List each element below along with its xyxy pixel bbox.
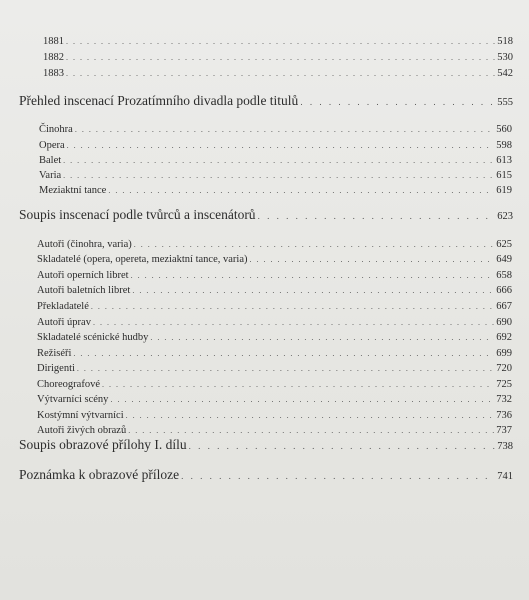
toc-entry	[37, 379, 512, 390]
toc-section-title: Přehled inscenací Prozatímního divadla podle titulů	[19, 93, 299, 108]
toc-entry-page: 619	[496, 185, 512, 196]
toc-entry-page: 625	[496, 239, 512, 250]
toc-section-page: 738	[497, 441, 513, 452]
toc-section-page: 741	[497, 471, 513, 482]
leader-dots	[110, 395, 494, 404]
toc-entry	[39, 170, 512, 181]
toc-entry	[37, 332, 512, 343]
toc-entry-page: 649	[496, 254, 512, 265]
toc-entry-label: Opera	[39, 140, 65, 151]
leader-dots	[73, 349, 494, 358]
leader-dots	[189, 441, 496, 451]
toc-entry-label: 1882	[43, 52, 64, 63]
toc-entry	[37, 254, 512, 265]
leader-dots	[132, 286, 494, 295]
toc-entry-label: Skladatelé (opera, opereta, meziaktní tance, varia)	[37, 254, 248, 265]
toc-entry-page: 666	[496, 285, 512, 296]
toc-entry-label: Autoři (činohra, varia)	[37, 239, 132, 250]
toc-entry-year	[43, 36, 513, 47]
toc-entry-label: Meziaktní tance	[39, 185, 107, 196]
toc-entry	[37, 317, 512, 328]
toc-entry-label: Autoři úprav	[37, 317, 91, 328]
toc-entry-year	[43, 68, 513, 79]
toc-section-title: Soupis obrazové přílohy I. dílu	[19, 437, 187, 452]
toc-entry	[37, 239, 512, 250]
leader-dots	[63, 156, 494, 165]
toc-entry-page: 658	[496, 270, 512, 281]
toc-entry	[39, 185, 512, 196]
toc-section-page: 555	[497, 97, 513, 108]
toc-section-heading	[19, 467, 513, 483]
leader-dots	[91, 302, 494, 311]
leader-dots	[63, 171, 494, 180]
toc-entry-page: 613	[496, 155, 512, 166]
toc-entry-page: 615	[496, 170, 512, 181]
toc-entry-page: 732	[496, 394, 512, 405]
toc-entry-page: 542	[497, 68, 513, 79]
toc-entry-label: Dirigenti	[37, 363, 75, 374]
toc-entry	[37, 348, 512, 359]
toc-entry-page: 692	[496, 332, 512, 343]
leader-dots	[128, 426, 494, 435]
leader-dots	[134, 240, 494, 249]
toc-section-heading	[19, 437, 513, 453]
toc-entry-page: 667	[496, 301, 512, 312]
toc-section-heading	[19, 207, 513, 223]
leader-dots	[66, 37, 495, 46]
toc-entry-label: Překladatelé	[37, 301, 89, 312]
leader-dots	[258, 211, 496, 221]
toc-entry-label: Režiséři	[37, 348, 72, 359]
toc-entry-label: Balet	[39, 155, 62, 166]
toc-entry-label: Činohra	[39, 124, 73, 135]
leader-dots	[66, 53, 495, 62]
toc-section-page: 623	[497, 211, 513, 222]
toc-entry-label: Skladatelé scénické hudby	[37, 332, 149, 343]
leader-dots	[108, 186, 494, 195]
toc-entry-page: 518	[497, 36, 513, 47]
toc-entry	[39, 124, 512, 135]
leader-dots	[75, 125, 494, 134]
toc-entry	[39, 140, 512, 151]
toc-entry-page: 725	[496, 379, 512, 390]
leader-dots	[93, 318, 494, 327]
toc-entry-label: 1883	[43, 68, 64, 79]
toc-entry-label: Kostýmní výtvarníci	[37, 410, 124, 421]
toc-entry-page: 720	[496, 363, 512, 374]
toc-entry	[37, 301, 512, 312]
toc-entry-page: 699	[496, 348, 512, 359]
toc-entry-label: Varia	[39, 170, 62, 181]
toc-entry-year	[43, 52, 513, 63]
toc-entry	[37, 270, 512, 281]
leader-dots	[66, 69, 495, 78]
toc-entry-label: Autoři živých obrazů	[37, 425, 127, 436]
toc-entry-page: 598	[496, 140, 512, 151]
toc-entry	[37, 285, 512, 296]
toc-entry	[37, 425, 512, 436]
toc-entry	[37, 363, 512, 374]
toc-entry-page: 690	[496, 317, 512, 328]
toc-entry	[39, 155, 512, 166]
toc-entry-label: Choreografové	[37, 379, 100, 390]
leader-dots	[131, 271, 495, 280]
toc-entry-page: 736	[496, 410, 512, 421]
toc-section-title: Soupis inscenací podle tvůrců a inscenátorů	[19, 207, 256, 222]
toc-entry	[37, 394, 512, 405]
toc-entry-page: 737	[496, 425, 512, 436]
leader-dots	[300, 97, 495, 107]
toc-entry-label: Autoři operních libret	[37, 270, 129, 281]
toc-entry-label: 1881	[43, 36, 64, 47]
leader-dots	[67, 141, 495, 150]
toc-entry-page: 560	[496, 124, 512, 135]
leader-dots	[181, 471, 495, 481]
leader-dots	[77, 364, 494, 373]
toc-entry	[37, 410, 512, 421]
toc-section-title: Poznámka k obrazové příloze	[19, 467, 180, 482]
leader-dots	[126, 411, 495, 420]
toc-entry-label: Výtvarníci scény	[37, 394, 109, 405]
leader-dots	[150, 333, 494, 342]
toc-entry-page: 530	[497, 52, 513, 63]
toc-entry-label: Autoři baletních libret	[37, 285, 131, 296]
toc-section-heading	[19, 93, 513, 109]
leader-dots	[102, 380, 494, 389]
leader-dots	[249, 255, 494, 264]
